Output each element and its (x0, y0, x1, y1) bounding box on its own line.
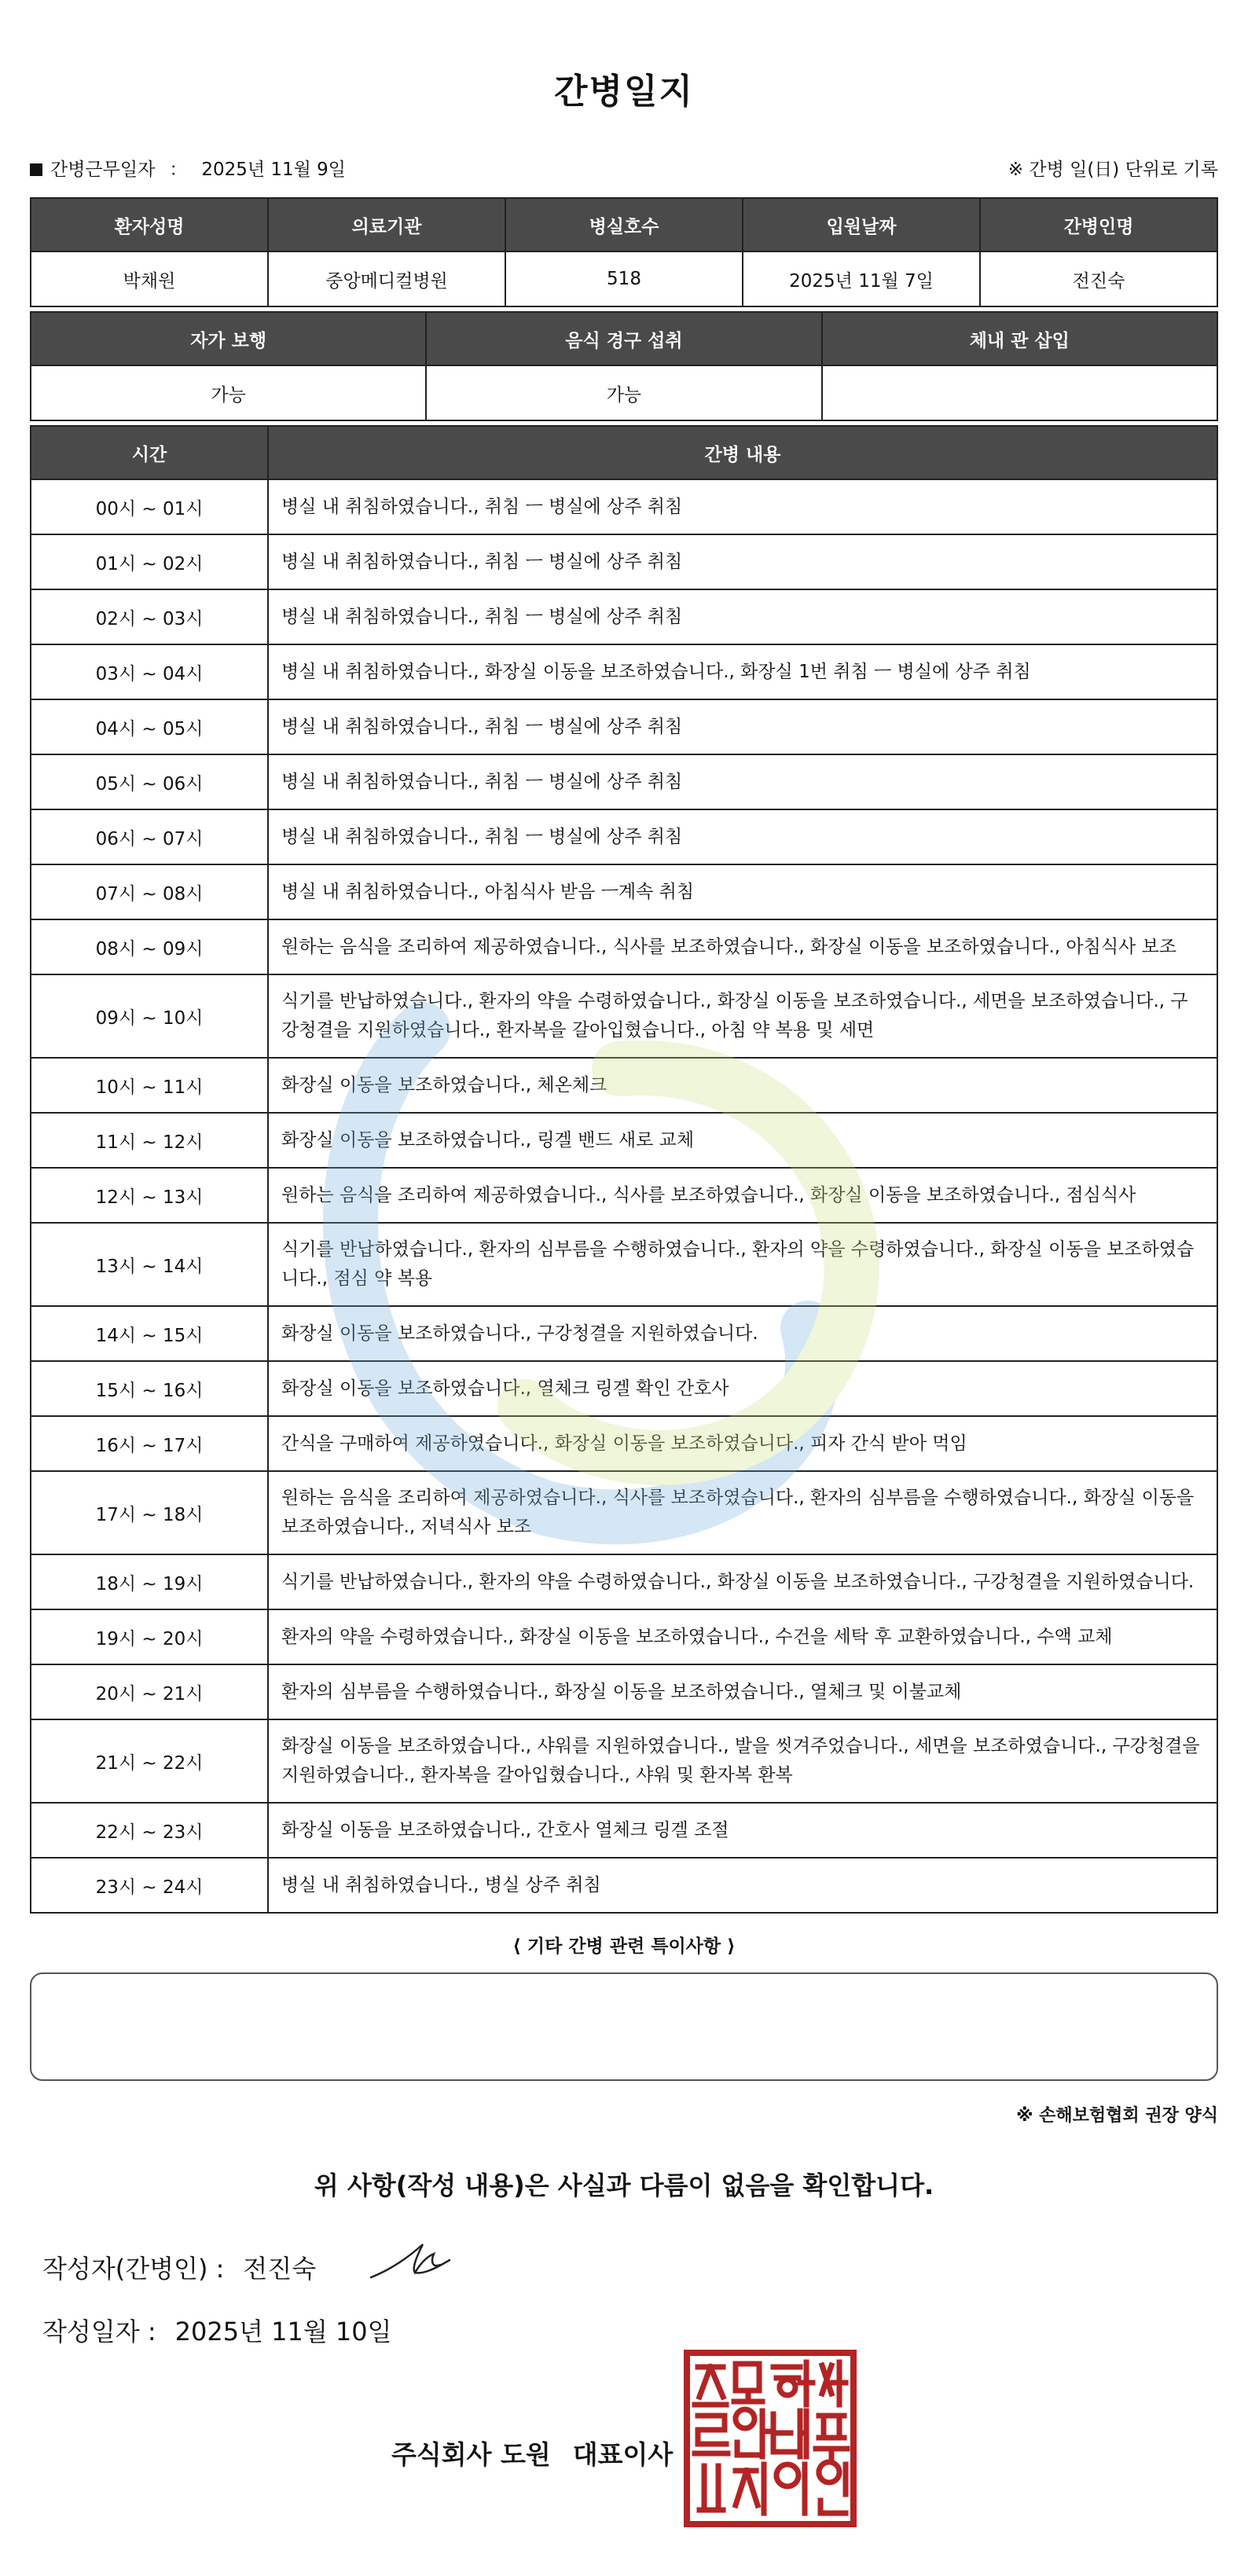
header-tube-insertion: 체내 관 삽입 (822, 312, 1217, 365)
row-content: 병실 내 취침하였습니다., 아침식사 받음 ㅡ계속 취침 (268, 864, 1217, 919)
row-content: 원하는 음식을 조리하여 제공하였습니다., 식사를 보조하였습니다., 환자의 심부름을 수행하였습니다., 화장실 이동을 보조하였습니다., 저녁식사 보조 (268, 1471, 1217, 1554)
table-row (31, 1168, 1217, 1223)
caregiver-name: 전진숙 (980, 251, 1217, 306)
special-notes-label: ⟨ 기타 간병 관련 특이사항 ⟩ (512, 1936, 736, 1957)
special-notes-box (30, 1972, 1218, 2081)
table-row (31, 644, 1217, 699)
company-title: 대표이사 (572, 2439, 674, 2470)
table-row (31, 1609, 1217, 1664)
patient-name: 박채원 (31, 251, 268, 306)
row-time: 21시 ~ 22시 (31, 1719, 268, 1803)
row-time: 14시 ~ 15시 (31, 1306, 268, 1361)
row-time: 23시 ~ 24시 (31, 1858, 268, 1913)
table-row (31, 809, 1217, 864)
table-row (31, 1058, 1217, 1113)
row-time: 03시 ~ 04시 (31, 644, 268, 699)
table-row (31, 1554, 1217, 1609)
row-content: 병실 내 취침하였습니다., 취침 ㅡ 병실에 상주 취침 (268, 699, 1217, 754)
row-content: 화장실 이동을 보조하였습니다., 링겔 밴드 새로 교체 (268, 1113, 1217, 1168)
header-admission-date: 입원날짜 (743, 198, 980, 251)
document-title: 간병일지 (553, 72, 694, 112)
seal-glyphs-icon (690, 2356, 850, 2521)
row-content: 화장실 이동을 보조하였습니다., 구강청결을 지원하였습니다. (268, 1306, 1217, 1361)
row-content: 병실 내 취침하였습니다., 병실 상주 취침 (268, 1858, 1217, 1913)
row-time: 15시 ~ 16시 (31, 1361, 268, 1416)
row-content: 병실 내 취침하였습니다., 화장실 이동을 보조하였습니다., 화장실 1번 취침 ㅡ 병실에 상주 취침 (268, 644, 1217, 699)
row-time: 08시 ~ 09시 (31, 919, 268, 974)
row-time: 00시 ~ 01시 (31, 479, 268, 534)
written-date-row (42, 2312, 392, 2348)
admission-date: 2025년 11월 7일 (743, 251, 980, 306)
row-time: 05시 ~ 06시 (31, 754, 268, 809)
row-content: 화장실 이동을 보조하였습니다., 열체크 링겔 확인 간호사 (268, 1361, 1217, 1416)
written-date-value: 2025년 11월 10일 (174, 2317, 392, 2347)
header-time: 시간 (31, 426, 268, 479)
signature-icon (368, 2233, 454, 2288)
table-row (31, 1471, 1217, 1554)
row-time: 02시 ~ 03시 (31, 589, 268, 644)
work-date-colon: ： (169, 160, 188, 180)
table-row (31, 479, 1217, 534)
company-signature (391, 2435, 673, 2471)
work-date-value: 2025년 11월 9일 (201, 160, 347, 180)
table-row (31, 1113, 1217, 1168)
self-walking-value: 가능 (31, 365, 426, 420)
table-row (31, 534, 1217, 589)
row-content: 식기를 반납하였습니다., 환자의 약을 수령하였습니다., 화장실 이동을 보조하였습니다., 구강청결을 지원하였습니다. (268, 1554, 1217, 1609)
author-row (42, 2249, 316, 2285)
row-time: 22시 ~ 23시 (31, 1803, 268, 1858)
table-row (31, 1803, 1217, 1858)
row-content: 병실 내 취침하였습니다., 취침 ㅡ 병실에 상주 취침 (268, 754, 1217, 809)
row-content: 화장실 이동을 보조하였습니다., 샤워를 지원하였습니다., 발을 씻겨주었습니다., 세면을 보조하였습니다., 구강청결을 지원하였습니다., 환자복을 갈아입혔습니다., 샤워 및 환자복 환복 (268, 1719, 1217, 1803)
row-content: 간식을 구매하여 제공하였습니다., 화장실 이동을 보조하였습니다., 피자 간식 받아 먹임 (268, 1416, 1217, 1471)
table-row (31, 919, 1217, 974)
patient-status-table (30, 311, 1218, 421)
header-care-content: 간병 내용 (268, 426, 1217, 479)
table-row (31, 864, 1217, 919)
row-content: 화장실 이동을 보조하였습니다., 체온체크 (268, 1058, 1217, 1113)
hospital-name: 중앙메디컬병원 (268, 251, 505, 306)
header-caregiver-name: 간병인명 (980, 198, 1217, 251)
row-time: 12시 ~ 13시 (31, 1168, 268, 1223)
row-time: 16시 ~ 17시 (31, 1416, 268, 1471)
row-time: 06시 ~ 07시 (31, 809, 268, 864)
oral-intake-value: 가능 (426, 365, 821, 420)
table-row (31, 1664, 1217, 1719)
table-row (31, 974, 1217, 1058)
table-row (31, 1858, 1217, 1913)
work-date (30, 155, 346, 181)
row-content: 식기를 반납하였습니다., 환자의 약을 수령하였습니다., 화장실 이동을 보조하였습니다., 세면을 보조하였습니다., 구강청결을 지원하였습니다., 환자복을 갈아입혔습니다., 아침 약 복용 및 세면 (268, 974, 1217, 1058)
row-content: 병실 내 취침하였습니다., 취침 ㅡ 병실에 상주 취침 (268, 809, 1217, 864)
header-self-walking: 자가 보행 (31, 312, 426, 365)
row-content: 환자의 심부름을 수행하였습니다., 화장실 이동을 보조하였습니다., 열체크 및 이불교체 (268, 1664, 1217, 1719)
row-time: 01시 ~ 02시 (31, 534, 268, 589)
row-time: 04시 ~ 05시 (31, 699, 268, 754)
work-date-label: 간병근무일자 (50, 160, 156, 180)
author-label: 작성자(간병인) : (42, 2254, 225, 2284)
patient-info-table (30, 197, 1218, 307)
row-content: 화장실 이동을 보조하였습니다., 간호사 열체크 링겔 조절 (268, 1803, 1217, 1858)
care-log-table (30, 425, 1218, 1914)
company-name: 주식회사 도원 (391, 2439, 551, 2470)
row-content: 환자의 약을 수령하였습니다., 화장실 이동을 보조하였습니다., 수건을 세탁 후 교환하였습니다., 수액 교체 (268, 1609, 1217, 1664)
row-time: 17시 ~ 18시 (31, 1471, 268, 1554)
confirmation-statement: 위 사항(작성 내용)은 사실과 다름이 없음을 확인합니다. (314, 2171, 934, 2200)
row-time: 18시 ~ 19시 (31, 1554, 268, 1609)
header-hospital: 의료기관 (268, 198, 505, 251)
room-number: 518 (505, 251, 743, 306)
table-row (31, 1416, 1217, 1471)
table-row (31, 1223, 1217, 1306)
table-row (31, 589, 1217, 644)
row-content: 병실 내 취침하였습니다., 취침 ㅡ 병실에 상주 취침 (268, 589, 1217, 644)
square-bullet-icon (30, 163, 42, 176)
tube-insertion-value (822, 365, 1217, 420)
table-row (31, 1306, 1217, 1361)
header-room-number: 병실호수 (505, 198, 743, 251)
meta-row (30, 155, 1218, 182)
written-date-label: 작성일자 : (42, 2317, 156, 2347)
row-content: 병실 내 취침하였습니다., 취침 ㅡ 병실에 상주 취침 (268, 534, 1217, 589)
table-row (31, 1719, 1217, 1803)
row-time: 13시 ~ 14시 (31, 1223, 268, 1306)
form-source-note: ※ 손해보험협회 권장 양식 (1016, 2106, 1218, 2126)
row-content: 식기를 반납하였습니다., 환자의 심부름을 수행하였습니다., 환자의 약을 수령하였습니다., 화장실 이동을 보조하였습니다., 점심 약 복용 (268, 1223, 1217, 1306)
table-row (31, 699, 1217, 754)
row-time: 07시 ~ 08시 (31, 864, 268, 919)
table-row (31, 1361, 1217, 1416)
company-seal-stamp (684, 2350, 857, 2527)
row-content: 병실 내 취침하였습니다., 취침 ㅡ 병실에 상주 취침 (268, 479, 1217, 534)
row-content: 원하는 음식을 조리하여 제공하였습니다., 식사를 보조하였습니다., 화장실 이동을 보조하였습니다., 점심식사 (268, 1168, 1217, 1223)
row-time: 19시 ~ 20시 (31, 1609, 268, 1664)
record-unit-note: ※ 간병 일(日) 단위로 기록 (1008, 160, 1218, 180)
header-oral-intake: 음식 경구 섭취 (426, 312, 821, 365)
row-content: 원하는 음식을 조리하여 제공하였습니다., 식사를 보조하였습니다., 화장실 이동을 보조하였습니다., 아침식사 보조 (268, 919, 1217, 974)
row-time: 20시 ~ 21시 (31, 1664, 268, 1719)
header-patient-name: 환자성명 (31, 198, 268, 251)
table-row (31, 754, 1217, 809)
row-time: 11시 ~ 12시 (31, 1113, 268, 1168)
row-time: 09시 ~ 10시 (31, 974, 268, 1058)
author-name: 전진숙 (243, 2254, 317, 2284)
row-time: 10시 ~ 11시 (31, 1058, 268, 1113)
care-log-rows (31, 479, 1217, 1913)
